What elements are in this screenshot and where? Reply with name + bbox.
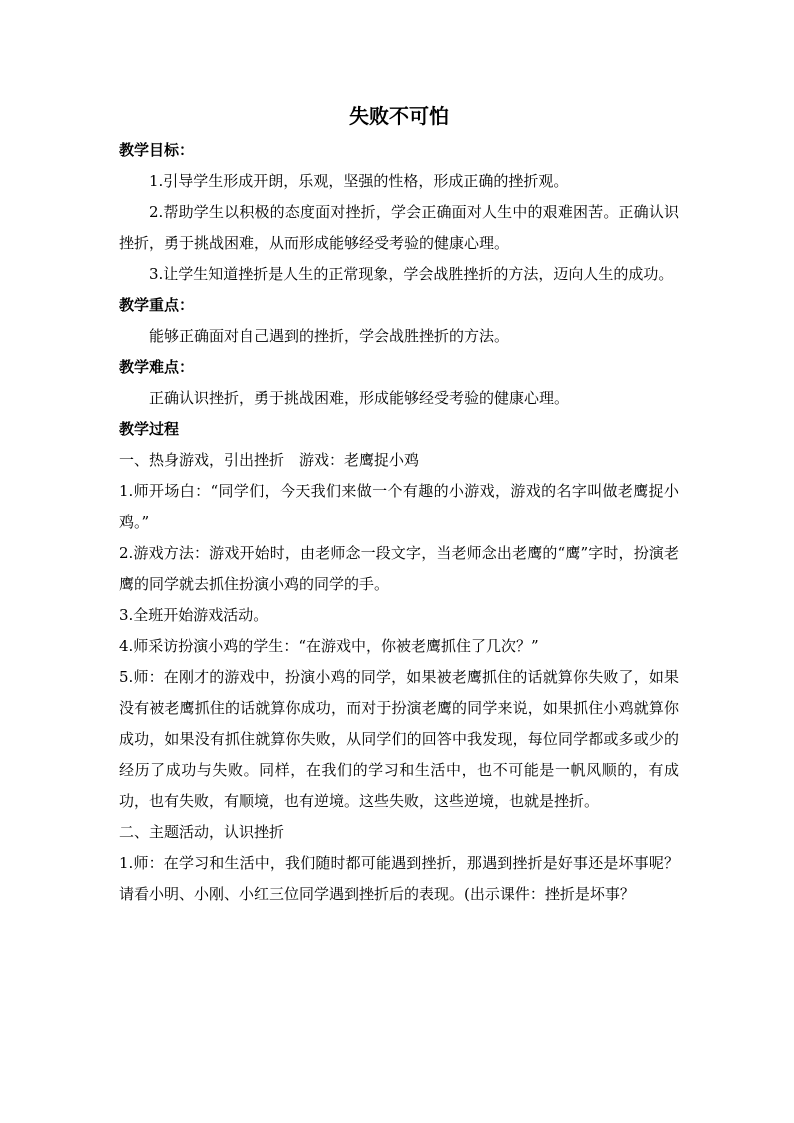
- part1-heading: 一、热身游戏，引出挫折 游戏：老鹰捉小鸡: [119, 451, 420, 469]
- goal-1: 1.引导学生形成开朗，乐观，坚强的性格，形成正确的挫折观。: [149, 172, 569, 190]
- document-page: [119, 101, 679, 910]
- part1-item-4: 4.师采访扮演小鸡的学生：“在游戏中，你被老鹰抓住了几次？”: [119, 637, 539, 655]
- part1-item-2: 2.游戏方法：游戏开始时，由老师念一段文字，当老师念出老鹰的“鹰”字时，扮演老鹰的同学就去抓住扮演小鸡的同学的手。: [119, 544, 679, 593]
- part2-item-1: 1.师：在学习和生活中，我们随时都可能遇到挫折，那遇到挫折是好事还是坏事呢？请看小明、小刚、小红三位同学遇到挫折后的表现。(出示课件：挫折是坏事？: [119, 854, 679, 903]
- process-heading: 教学过程: [119, 420, 180, 438]
- focus-text: 能够正确面对自己遇到的挫折，学会战胜挫折的方法。: [149, 327, 510, 345]
- part1-item-1: 1.师开场白：“同学们，今天我们来做一个有趣的小游戏，游戏的名字叫做老鹰捉小鸡。”: [119, 482, 679, 531]
- goal-3: 3.让学生知道挫折是人生的正常现象，学会战胜挫折的方法，迈向人生的成功。: [149, 265, 674, 283]
- part1-item-3: 3.全班开始游戏活动。: [119, 606, 269, 624]
- focus-heading: 教学重点：: [119, 296, 195, 314]
- part1-item-5: 5.师：在刚才的游戏中，扮演小鸡的同学，如果被老鹰抓住的话就算你失败了，如果没有被老鹰抓住的话就算你成功，而对于扮演老鹰的同学来说，如果抓住小鸡就算你成功，如果没有抓住就算你失败，从同学们的回答中我发现，每位同学都或多或少的经历了成功与失败。同样，在我们的学习和生活中，也不可能是一帆风顺的，有成功，也有失败，有顺境，也有逆境。这些失败，这些逆境，也就是挫折。: [119, 668, 679, 810]
- difficulty-heading: 教学难点：: [119, 358, 195, 376]
- goals-heading: 教学目标：: [119, 141, 195, 159]
- goal-2: 2.帮助学生以积极的态度面对挫折，学会正确面对人生中的艰难困苦。正确认识挫折，勇于挑战困难，从而形成能够经受考验的健康心理。: [119, 203, 679, 252]
- document-title: 失败不可怕: [349, 104, 449, 128]
- part2-heading: 二、主题活动，认识挫折: [119, 823, 285, 841]
- difficulty-text: 正确认识挫折，勇于挑战困难，形成能够经受考验的健康心理。: [149, 389, 570, 407]
